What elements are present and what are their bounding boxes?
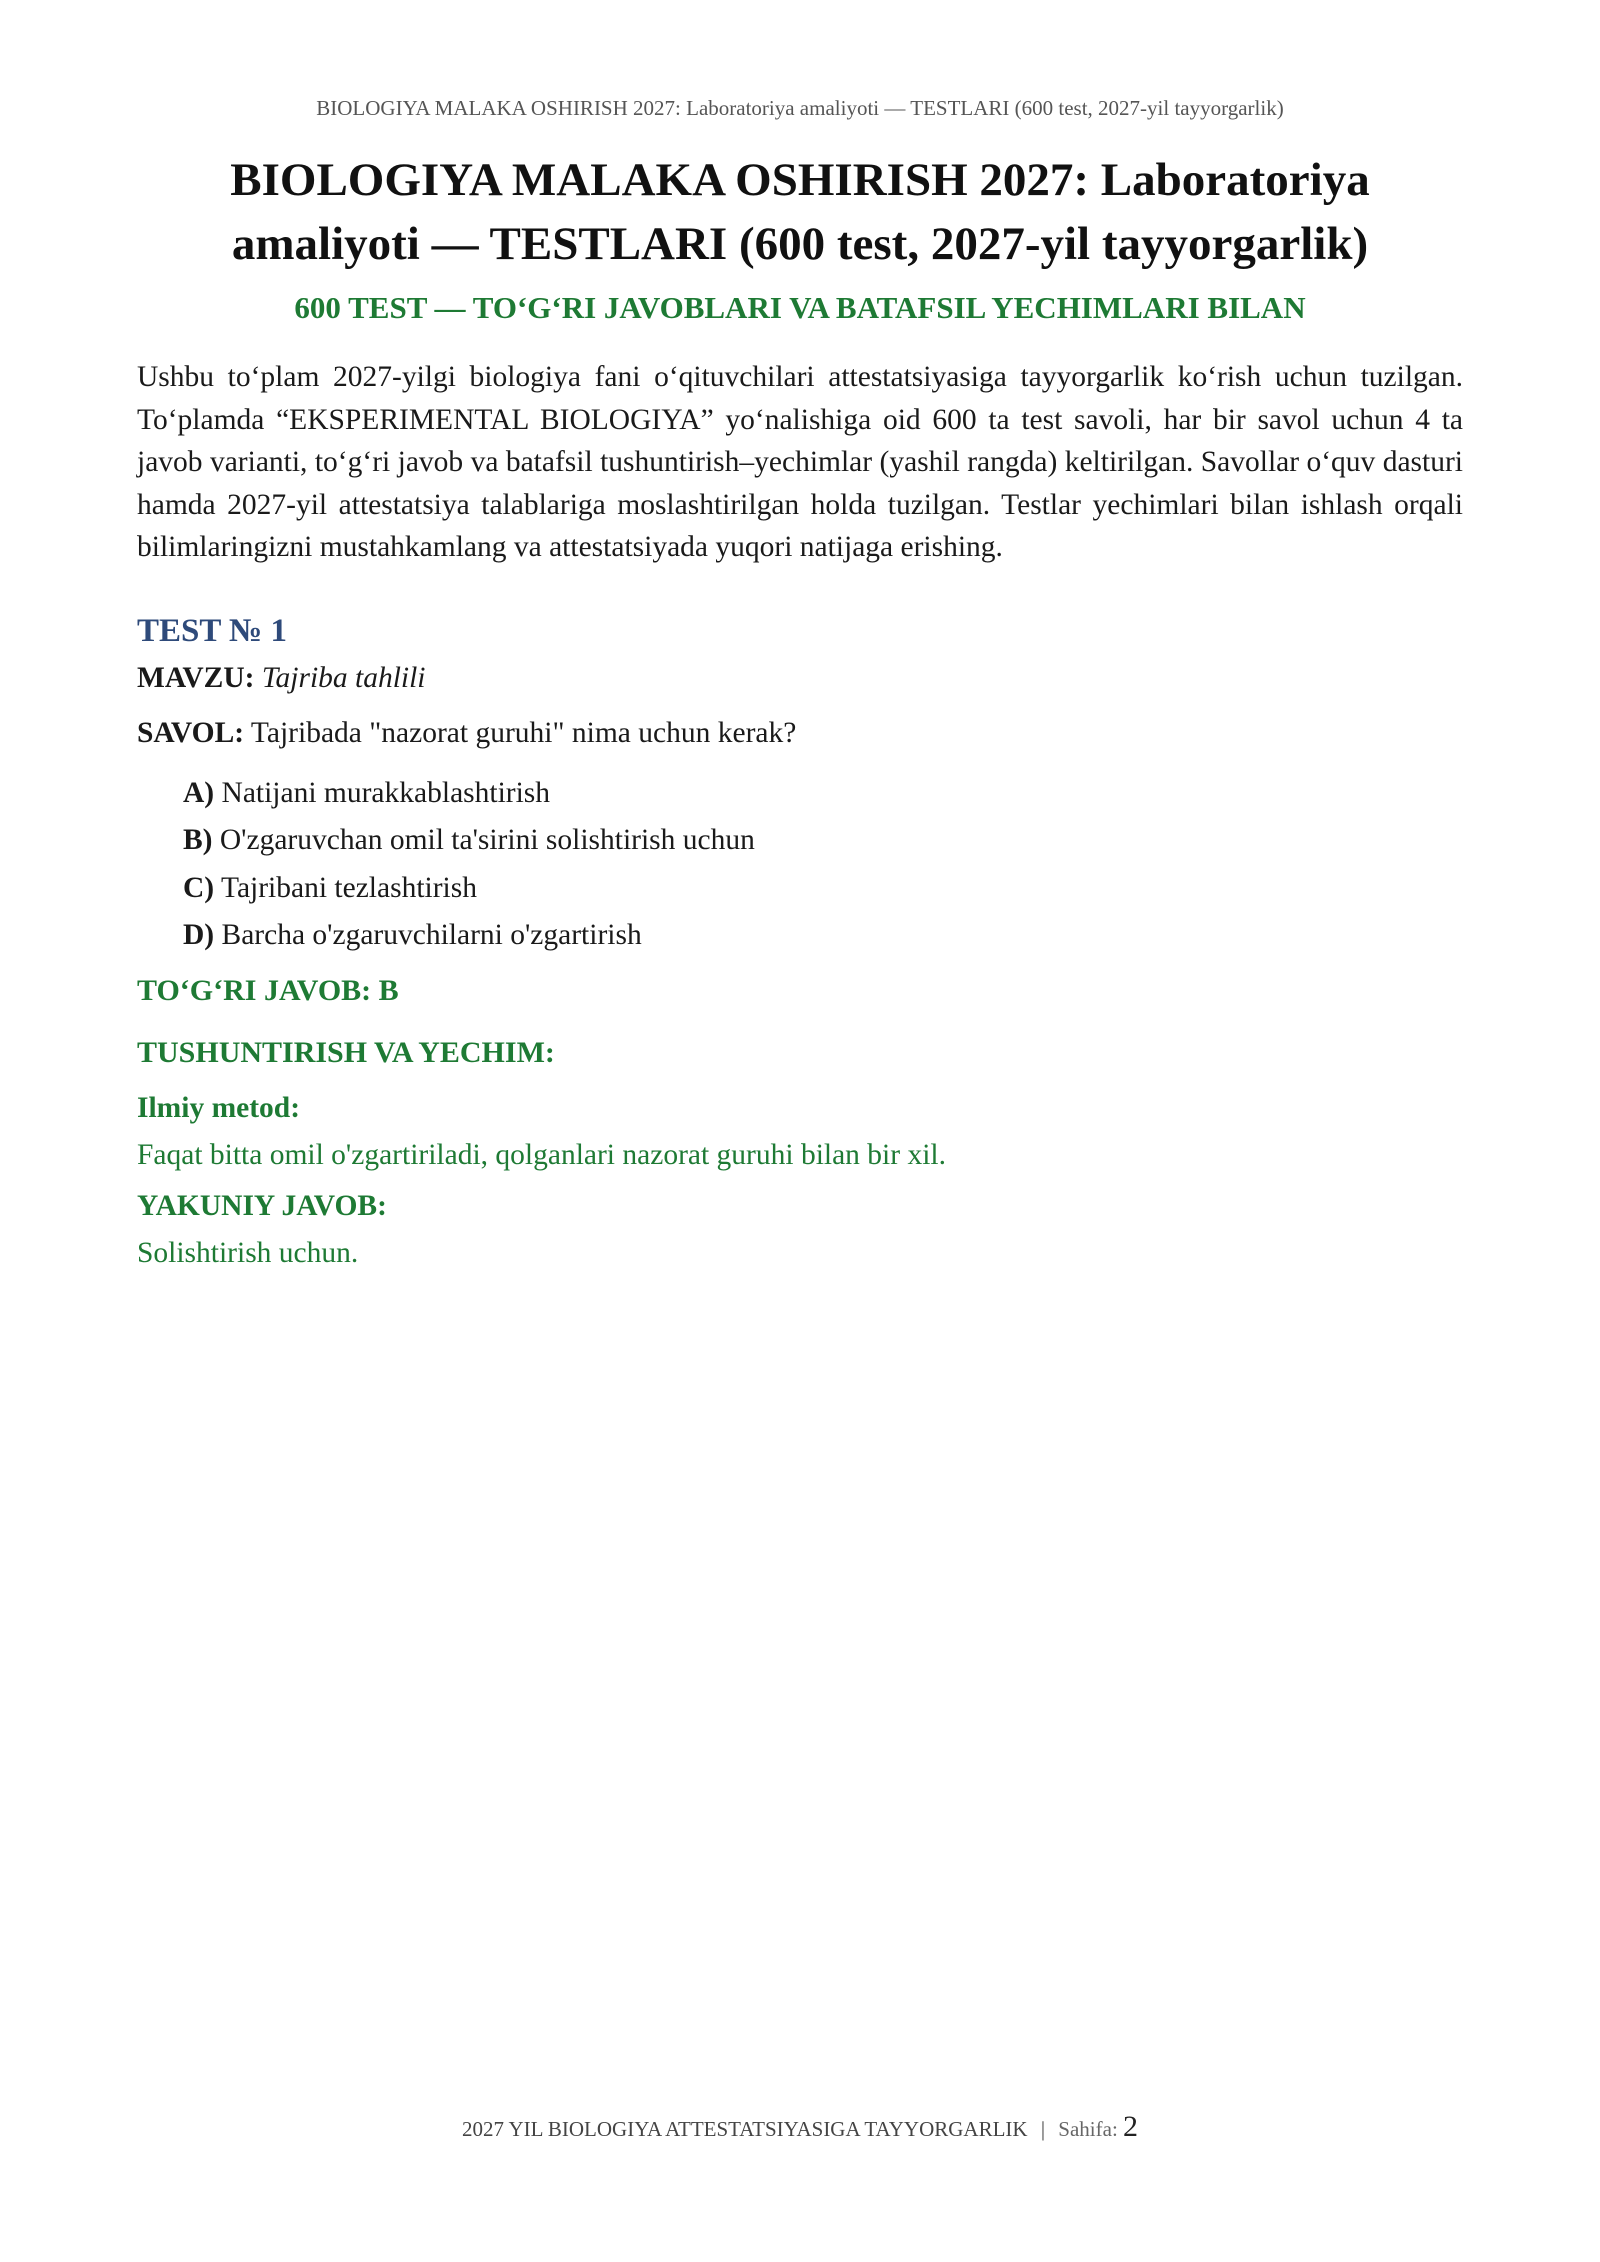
- topic-label: MAVZU:: [137, 661, 255, 694]
- option-text: Barcha o'zgaruvchilarni o'zgartirish: [221, 919, 642, 951]
- explanation-heading: TUSHUNTIRISH VA YECHIM:: [137, 1035, 555, 1069]
- document-subtitle: 600 TEST — TO‘G‘RI JAVOBLARI VA BATAFSIL YECHIMLARI BILAN: [294, 290, 1306, 325]
- option-d: [183, 912, 1463, 960]
- final-answer-text: Solishtirish uchun.: [137, 1236, 359, 1269]
- question-line: [137, 717, 1463, 750]
- correct-answer: TO‘G‘RI JAVOB: B: [137, 973, 399, 1007]
- page-number: 2: [1123, 2110, 1139, 2143]
- page-footer: [0, 2110, 1600, 2144]
- footer-separator: |: [1040, 2117, 1046, 2141]
- option-text: Natijani murakkablashtirish: [221, 776, 551, 809]
- footer-text: 2027 YIL BIOLOGIYA ATTESTATSIYASIGA TAYYORGARLIK: [461, 2117, 1028, 2141]
- option-letter: D): [183, 919, 215, 951]
- document-title-line-2: amaliyoti — TESTLARI (600 test, 2027-yil tayyorgarlik): [231, 218, 1369, 270]
- option-text: Tajribani tezlashtirish: [220, 871, 477, 904]
- intro-paragraph: Ushbu to‘plam 2027-yilgi biologiya fani o‘qituvchilari attestatsiyasiga tayyorgarlik ko‘rish uchun tuzilgan. To‘plamda “EKSPERIMENTAL BIOLOGIYA” yo‘nalishiga oid 600 ta test savoli, har bir savol uchun 4 ta javob varianti, to‘g‘ri javob va batafsil tushuntirish–yechimlar (yashil rangda) keltirilgan. Savollar o‘quv dasturi hamda 2027-yil attestatsiya talablariga moslashtirilgan holda tuzilgan. Testlar yechimlari bilan ishlash orqali bilimlaringizni mustahkamlang va attestatsiyada yuqori natijaga erishing.: [137, 361, 1463, 563]
- document-title: [137, 148, 1463, 276]
- answer-options: [183, 770, 1463, 960]
- topic-value: Tajriba tahlili: [261, 661, 426, 694]
- page-content: [137, 148, 1463, 1270]
- option-b: [183, 817, 1463, 865]
- document-title-line-1: BIOLOGIYA MALAKA OSHIRISH 2027: Laboratoriya: [230, 154, 1370, 206]
- method-text: Faqat bitta omil o'zgartiriladi, qolganlari nazorat guruhi bilan bir xil.: [137, 1138, 946, 1171]
- running-header: BIOLOGIYA MALAKA OSHIRISH 2027: Laboratoriya amaliyoti — TESTLARI (600 test, 2027-yil tayyorgarlik): [316, 96, 1284, 120]
- topic-line: [137, 662, 1463, 695]
- option-letter: C): [183, 871, 215, 904]
- option-letter: B): [183, 824, 213, 856]
- test-heading: TEST № 1: [137, 612, 287, 649]
- option-text: O'zgaruvchan omil ta'sirini solishtirish uchun: [219, 824, 755, 856]
- option-c: [183, 865, 1463, 913]
- option-a: [183, 770, 1463, 818]
- method-heading: Ilmiy metod:: [137, 1091, 301, 1124]
- question-label: SAVOL:: [137, 716, 245, 749]
- page-label: Sahifa:: [1058, 2117, 1118, 2141]
- question-text: Tajribada "nazorat guruhi" nima uchun kerak?: [250, 716, 797, 749]
- option-letter: A): [183, 776, 215, 809]
- final-answer-heading: YAKUNIY JAVOB:: [137, 1189, 387, 1222]
